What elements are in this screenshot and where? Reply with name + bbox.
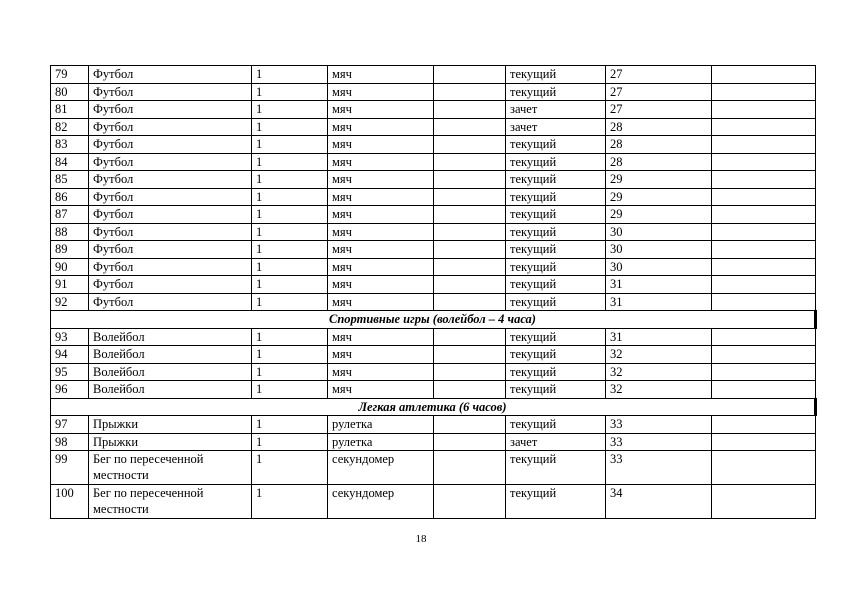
table-row xyxy=(51,293,816,311)
equipment-cell: мяч xyxy=(328,101,434,119)
extra-cell xyxy=(434,416,506,434)
week-cell: 29 xyxy=(606,171,712,189)
control-type-cell: текущий xyxy=(506,485,606,519)
control-type-cell: текущий xyxy=(506,223,606,241)
equipment-cell: секундомер xyxy=(328,485,434,519)
hours-cell: 1 xyxy=(252,101,328,119)
control-type-cell: текущий xyxy=(506,83,606,101)
equipment-cell: мяч xyxy=(328,83,434,101)
extra-cell xyxy=(434,381,506,399)
note-cell xyxy=(712,328,816,346)
note-cell xyxy=(712,293,816,311)
control-type-cell: текущий xyxy=(506,381,606,399)
row-number-cell: 93 xyxy=(51,328,89,346)
extra-cell xyxy=(434,101,506,119)
control-type-cell: текущий xyxy=(506,171,606,189)
hours-cell: 1 xyxy=(252,153,328,171)
activity-cell: Футбол xyxy=(89,153,252,171)
equipment-cell: рулетка xyxy=(328,433,434,451)
row-number-cell: 89 xyxy=(51,241,89,259)
activity-cell: Футбол xyxy=(89,276,252,294)
equipment-cell: мяч xyxy=(328,188,434,206)
row-number-cell: 98 xyxy=(51,433,89,451)
hours-cell: 1 xyxy=(252,136,328,154)
table-row xyxy=(51,223,816,241)
note-cell xyxy=(712,451,816,485)
note-cell xyxy=(712,433,816,451)
row-number-cell: 97 xyxy=(51,416,89,434)
equipment-cell: мяч xyxy=(328,153,434,171)
section-title: Легкая атлетика (6 часов) xyxy=(51,398,816,416)
hours-cell: 1 xyxy=(252,241,328,259)
equipment-cell: мяч xyxy=(328,136,434,154)
activity-cell: Футбол xyxy=(89,293,252,311)
table-row xyxy=(51,83,816,101)
section-title: Спортивные игры (волейбол – 4 часа) xyxy=(51,311,816,329)
note-cell xyxy=(712,101,816,119)
extra-cell xyxy=(434,83,506,101)
schedule-table-body xyxy=(51,66,816,519)
equipment-cell: мяч xyxy=(328,223,434,241)
hours-cell: 1 xyxy=(252,276,328,294)
extra-cell xyxy=(434,363,506,381)
week-cell: 27 xyxy=(606,66,712,84)
hours-cell: 1 xyxy=(252,258,328,276)
note-cell xyxy=(712,188,816,206)
table-row xyxy=(51,101,816,119)
extra-cell xyxy=(434,118,506,136)
control-type-cell: текущий xyxy=(506,416,606,434)
week-cell: 28 xyxy=(606,153,712,171)
note-cell xyxy=(712,83,816,101)
row-number-cell: 100 xyxy=(51,485,89,519)
extra-cell xyxy=(434,485,506,519)
row-number-cell: 92 xyxy=(51,293,89,311)
hours-cell: 1 xyxy=(252,451,328,485)
week-cell: 30 xyxy=(606,223,712,241)
week-cell: 31 xyxy=(606,293,712,311)
row-number-cell: 80 xyxy=(51,83,89,101)
row-number-cell: 86 xyxy=(51,188,89,206)
table-row xyxy=(51,276,816,294)
table-row xyxy=(51,433,816,451)
row-number-cell: 85 xyxy=(51,171,89,189)
activity-cell: Футбол xyxy=(89,258,252,276)
row-number-cell: 99 xyxy=(51,451,89,485)
table-row xyxy=(51,153,816,171)
row-number-cell: 83 xyxy=(51,136,89,154)
extra-cell xyxy=(434,241,506,259)
week-cell: 27 xyxy=(606,101,712,119)
note-cell xyxy=(712,258,816,276)
hours-cell: 1 xyxy=(252,433,328,451)
section-header-row xyxy=(51,398,816,416)
extra-cell xyxy=(434,451,506,485)
hours-cell: 1 xyxy=(252,328,328,346)
activity-cell: Волейбол xyxy=(89,381,252,399)
row-number-cell: 82 xyxy=(51,118,89,136)
control-type-cell: текущий xyxy=(506,451,606,485)
control-type-cell: текущий xyxy=(506,66,606,84)
schedule-table xyxy=(50,65,817,519)
activity-cell: Прыжки xyxy=(89,416,252,434)
hours-cell: 1 xyxy=(252,363,328,381)
equipment-cell: мяч xyxy=(328,276,434,294)
control-type-cell: текущий xyxy=(506,188,606,206)
extra-cell xyxy=(434,223,506,241)
equipment-cell: мяч xyxy=(328,293,434,311)
hours-cell: 1 xyxy=(252,293,328,311)
hours-cell: 1 xyxy=(252,83,328,101)
hours-cell: 1 xyxy=(252,188,328,206)
note-cell xyxy=(712,66,816,84)
table-row xyxy=(51,363,816,381)
note-cell xyxy=(712,276,816,294)
hours-cell: 1 xyxy=(252,416,328,434)
activity-cell: Футбол xyxy=(89,206,252,224)
note-cell xyxy=(712,363,816,381)
control-type-cell: текущий xyxy=(506,153,606,171)
note-cell xyxy=(712,223,816,241)
activity-cell: Футбол xyxy=(89,101,252,119)
hours-cell: 1 xyxy=(252,346,328,364)
table-row xyxy=(51,416,816,434)
activity-cell: Футбол xyxy=(89,188,252,206)
row-number-cell: 88 xyxy=(51,223,89,241)
extra-cell xyxy=(434,346,506,364)
equipment-cell: мяч xyxy=(328,171,434,189)
table-row xyxy=(51,241,816,259)
week-cell: 29 xyxy=(606,206,712,224)
week-cell: 33 xyxy=(606,416,712,434)
hours-cell: 1 xyxy=(252,171,328,189)
week-cell: 29 xyxy=(606,188,712,206)
extra-cell xyxy=(434,153,506,171)
week-cell: 28 xyxy=(606,136,712,154)
week-cell: 34 xyxy=(606,485,712,519)
control-type-cell: текущий xyxy=(506,293,606,311)
control-type-cell: текущий xyxy=(506,258,606,276)
note-cell xyxy=(712,485,816,519)
extra-cell xyxy=(434,136,506,154)
activity-cell: Футбол xyxy=(89,118,252,136)
table-row xyxy=(51,206,816,224)
table-row xyxy=(51,118,816,136)
activity-cell: Бег по пересеченной местности xyxy=(89,451,252,485)
row-number-cell: 90 xyxy=(51,258,89,276)
week-cell: 32 xyxy=(606,381,712,399)
table-row xyxy=(51,328,816,346)
hours-cell: 1 xyxy=(252,206,328,224)
note-cell xyxy=(712,346,816,364)
equipment-cell: мяч xyxy=(328,241,434,259)
page-number: 18 xyxy=(415,533,427,545)
table-row xyxy=(51,66,816,84)
table-row xyxy=(51,258,816,276)
activity-cell: Футбол xyxy=(89,66,252,84)
control-type-cell: текущий xyxy=(506,328,606,346)
note-cell xyxy=(712,416,816,434)
note-cell xyxy=(712,153,816,171)
week-cell: 31 xyxy=(606,276,712,294)
table-row xyxy=(51,136,816,154)
extra-cell xyxy=(434,433,506,451)
hours-cell: 1 xyxy=(252,485,328,519)
equipment-cell: мяч xyxy=(328,66,434,84)
control-type-cell: текущий xyxy=(506,276,606,294)
equipment-cell: мяч xyxy=(328,363,434,381)
week-cell: 33 xyxy=(606,433,712,451)
equipment-cell: секундомер xyxy=(328,451,434,485)
extra-cell xyxy=(434,293,506,311)
week-cell: 28 xyxy=(606,118,712,136)
week-cell: 27 xyxy=(606,83,712,101)
control-type-cell: текущий xyxy=(506,136,606,154)
section-header-row xyxy=(51,311,816,329)
equipment-cell: мяч xyxy=(328,206,434,224)
week-cell: 32 xyxy=(606,346,712,364)
row-number-cell: 81 xyxy=(51,101,89,119)
note-cell xyxy=(712,171,816,189)
week-cell: 32 xyxy=(606,363,712,381)
equipment-cell: мяч xyxy=(328,346,434,364)
hours-cell: 1 xyxy=(252,118,328,136)
week-cell: 33 xyxy=(606,451,712,485)
extra-cell xyxy=(434,328,506,346)
activity-cell: Прыжки xyxy=(89,433,252,451)
note-cell xyxy=(712,136,816,154)
row-number-cell: 91 xyxy=(51,276,89,294)
activity-cell: Волейбол xyxy=(89,363,252,381)
note-cell xyxy=(712,241,816,259)
control-type-cell: текущий xyxy=(506,346,606,364)
table-row xyxy=(51,485,816,519)
equipment-cell: мяч xyxy=(328,258,434,276)
activity-cell: Футбол xyxy=(89,223,252,241)
note-cell xyxy=(712,118,816,136)
extra-cell xyxy=(434,258,506,276)
table-row xyxy=(51,171,816,189)
activity-cell: Волейбол xyxy=(89,346,252,364)
table-row xyxy=(51,188,816,206)
control-type-cell: зачет xyxy=(506,118,606,136)
table-row xyxy=(51,381,816,399)
row-number-cell: 79 xyxy=(51,66,89,84)
control-type-cell: текущий xyxy=(506,206,606,224)
activity-cell: Волейбол xyxy=(89,328,252,346)
row-number-cell: 95 xyxy=(51,363,89,381)
equipment-cell: мяч xyxy=(328,381,434,399)
extra-cell xyxy=(434,188,506,206)
extra-cell xyxy=(434,206,506,224)
note-cell xyxy=(712,206,816,224)
activity-cell: Футбол xyxy=(89,171,252,189)
activity-cell: Бег по пересеченной местности xyxy=(89,485,252,519)
extra-cell xyxy=(434,171,506,189)
week-cell: 30 xyxy=(606,241,712,259)
week-cell: 31 xyxy=(606,328,712,346)
table-row xyxy=(51,451,816,485)
week-cell: 30 xyxy=(606,258,712,276)
control-type-cell: зачет xyxy=(506,101,606,119)
row-number-cell: 84 xyxy=(51,153,89,171)
row-number-cell: 94 xyxy=(51,346,89,364)
equipment-cell: мяч xyxy=(328,328,434,346)
hours-cell: 1 xyxy=(252,66,328,84)
extra-cell xyxy=(434,276,506,294)
control-type-cell: текущий xyxy=(506,241,606,259)
row-number-cell: 96 xyxy=(51,381,89,399)
control-type-cell: текущий xyxy=(506,363,606,381)
table-row xyxy=(51,346,816,364)
note-cell xyxy=(712,381,816,399)
hours-cell: 1 xyxy=(252,223,328,241)
row-number-cell: 87 xyxy=(51,206,89,224)
activity-cell: Футбол xyxy=(89,241,252,259)
hours-cell: 1 xyxy=(252,381,328,399)
equipment-cell: рулетка xyxy=(328,416,434,434)
activity-cell: Футбол xyxy=(89,136,252,154)
equipment-cell: мяч xyxy=(328,118,434,136)
activity-cell: Футбол xyxy=(89,83,252,101)
control-type-cell: зачет xyxy=(506,433,606,451)
extra-cell xyxy=(434,66,506,84)
